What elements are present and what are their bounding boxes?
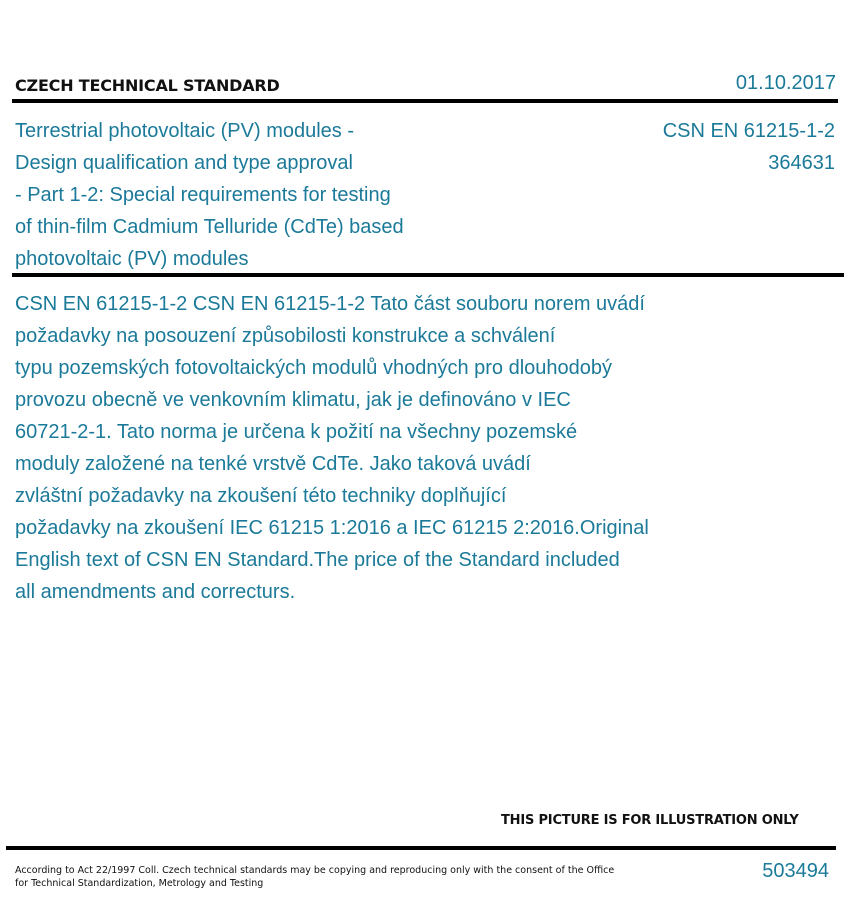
title-divider bbox=[12, 273, 844, 277]
title-line: Design qualification and type approval bbox=[15, 152, 353, 174]
illustration-disclaimer: THIS PICTURE IS FOR ILLUSTRATION ONLY bbox=[501, 813, 799, 828]
document-number: 503494 bbox=[762, 860, 829, 882]
publication-date: 01.10.2017 bbox=[735, 72, 836, 94]
title-line: - Part 1-2: Special requirements for testing bbox=[15, 184, 391, 206]
description-line: zvláštní požadavky na zkoušení této techniky doplňující bbox=[15, 485, 507, 507]
title-line: photovoltaic (PV) modules bbox=[15, 248, 249, 270]
legal-notice-line: According to Act 22/1997 Coll. Czech technical standards may be copying and reproducing only with the consent of the Office bbox=[15, 865, 615, 876]
standard-title bbox=[15, 115, 475, 275]
standard-code: CSN EN 61215-1-2 bbox=[662, 120, 835, 142]
description-line: 60721-2-1. Tato norma je určena k požití na všechny pozemské bbox=[15, 421, 578, 443]
standard-description bbox=[15, 288, 715, 608]
description-line: English text of CSN EN Standard.The price of the Standard included bbox=[15, 549, 620, 571]
header-divider bbox=[12, 99, 838, 103]
description-line: požadavky na posouzení způsobilosti konstrukce a schválení bbox=[15, 325, 556, 347]
legal-notice-line: for Technical Standardization, Metrology and Testing bbox=[15, 878, 264, 889]
document-type-heading: CZECH TECHNICAL STANDARD bbox=[15, 76, 280, 95]
description-line: typu pozemských fotovoltaických modulů vhodných pro dlouhodobý bbox=[15, 357, 613, 379]
description-line: požadavky na zkoušení IEC 61215 1:2016 a IEC 61215 2:2016.Original bbox=[15, 517, 649, 539]
legal-notice bbox=[15, 864, 615, 890]
title-line: Terrestrial photovoltaic (PV) modules - bbox=[15, 120, 355, 142]
title-line: of thin-film Cadmium Telluride (CdTe) based bbox=[15, 216, 404, 238]
description-line: CSN EN 61215-1-2 CSN EN 61215-1-2 Tato část souboru norem uvádí bbox=[15, 293, 645, 315]
standard-identifiers bbox=[663, 115, 835, 179]
catalog-number: 364631 bbox=[768, 152, 835, 174]
description-line: provozu obecně ve venkovním klimatu, jak je definováno v IEC bbox=[15, 389, 571, 411]
footer-divider bbox=[6, 846, 836, 850]
description-line: all amendments and correcturs. bbox=[15, 581, 296, 603]
description-line: moduly založené na tenké vrstvě CdTe. Jako taková uvádí bbox=[15, 453, 531, 475]
